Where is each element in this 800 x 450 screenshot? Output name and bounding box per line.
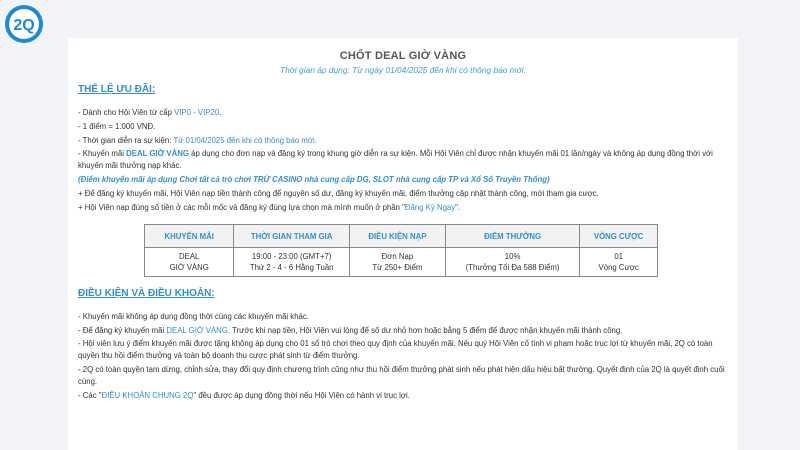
rule-register: + Để đăng ký khuyến mãi, Hội Viên nạp tiền thành công để nguyên số dư, đăng ký khuyến mãi, điểm thưởng cập nhật thành công, mới tham gia cược.: [78, 189, 599, 198]
term-5: - Các "ĐIỀU KHOẢN CHUNG 2Q" đều được áp dụng đồng thời nếu Hội Viên có hành vi trục lợi.: [78, 391, 410, 400]
term-3: - Hội viên lưu ý điểm khuyến mãi được tặng không áp dụng cho 01 số trò chơi theo quy định của khuyến mãi. Nếu quý Hội Viên cố tình vi phạm hoặc trục lợi từ khuyến mãi, 2Q có toàn quyền thu hồi điểm thưởng và toàn bộ doanh thu cược phát sinh từ điểm thưởng.: [78, 339, 713, 360]
promotion-document: [68, 38, 738, 450]
register-now-link[interactable]: Đăng Ký Ngay: [404, 203, 456, 212]
table-header: VÒNG CƯỢC: [580, 225, 658, 248]
promotion-table: [144, 224, 658, 277]
term-4: - 2Q có toàn quyền tạm dừng, chỉnh sửa, thay đổi quy định chương trình cũng như thu hồi điểm thưởng phát sinh nếu phát hiện dấu hiệu bất thường. Quyết định của 2Q là quyết định cuối cùng.: [78, 365, 725, 386]
terms-heading: ĐIỀU KIỆN VÀ ĐIỀU KHOẢN:: [78, 288, 215, 299]
rules-heading: THỂ LỆ ƯU ĐÃI:: [78, 84, 156, 95]
table-header: THỜI GIAN THAM GIA: [234, 225, 350, 248]
table-header-row: [145, 225, 658, 248]
rule-members: - Dành cho Hội Viên từ cấp VIP0 - VIP20.: [78, 108, 222, 117]
table-cell: 10% (Thưởng Tối Đa 588 Điểm): [445, 248, 579, 277]
rule-points: - 1 điểm = 1.000 VNĐ.: [78, 122, 156, 131]
rule-time: - Thời gian diễn ra sự kiện: Từ 01/04/2025 đến khi có thông báo mới.: [78, 136, 317, 145]
table-row: [145, 248, 658, 277]
rule-choose: + Hội Viên nạp đúng số tiền ở các mỗi mốc và đăng ký đúng lựa chọn mà mình muốn ở phần "Đăng Ký Ngay".: [78, 203, 461, 212]
table-cell: 19:00 - 23:00 (GMT+7) Thứ 2 - 4 - 6 Hằng Tuần: [234, 248, 350, 277]
table-header: ĐIỂM THƯỞNG: [445, 225, 579, 248]
page-subtitle: Thời gian áp dụng: Từ ngày 01/04/2025 đến khi có thông báo mới.: [280, 65, 526, 75]
table-header: ĐIỀU KIỆN NẠP: [349, 225, 445, 248]
page-title: CHỐT DEAL GIỜ VÀNG: [339, 50, 467, 62]
logo-text: 2Q: [13, 17, 35, 34]
term-2: - Để đăng ký khuyến mãi DEAL GIỜ VÀNG. Trước khi nạp tiền, Hội Viên vui lòng để số dư nhỏ hơn hoặc bằng 5 điểm để được nhận khuyến mãi thành công.: [78, 326, 623, 335]
table-cell: Đơn Nạp Từ 250+ Điểm: [349, 248, 445, 277]
general-terms-link[interactable]: ĐIỀU KHOẢN CHUNG 2Q: [101, 391, 194, 400]
table-cell: 01 Vòng Cược: [580, 248, 658, 277]
table-cell: DEAL GIỜ VÀNG: [145, 248, 234, 277]
term-1: - Khuyến mãi không áp dụng đồng thời cùng các khuyến mãi khác.: [78, 312, 309, 321]
rule-note: (Điểm khuyến mãi áp dụng Chơi tất cả trò chơi TRỪ CASINO nhà cung cấp DG, SLOT nhà cung cấp TP và Xổ Số Truyền Thống): [78, 175, 550, 184]
rule-promo: - Khuyến mãi DEAL GIỜ VÀNG áp dụng cho đơn nạp và đăng ký trong khung giờ diễn ra sự kiện. Mỗi Hội Viên chỉ được nhận khuyến mãi 01 lần/ngày và không áp dụng đồng thời với khuyến mãi thưởng nạp khác.: [78, 149, 713, 170]
table-header: KHUYẾN MÃI: [145, 225, 234, 248]
brand-logo[interactable]: [4, 4, 44, 44]
